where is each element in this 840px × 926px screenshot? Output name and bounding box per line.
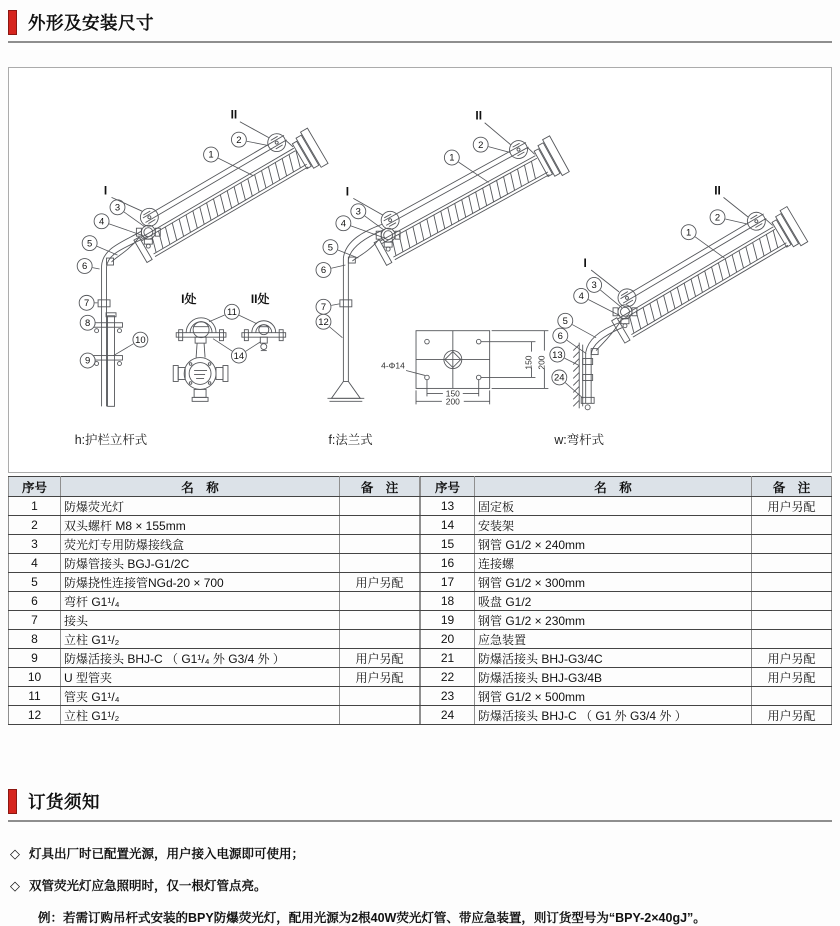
cell-no: 7 — [9, 611, 61, 630]
callout — [316, 299, 339, 314]
cell-no: 10 — [9, 668, 61, 687]
cell-note — [752, 630, 832, 649]
ordering-notes — [8, 844, 832, 926]
svg-text:3: 3 — [356, 206, 361, 217]
table-row — [421, 497, 832, 516]
parts-table-left — [8, 476, 420, 725]
lamp-assembly — [123, 118, 328, 268]
table-row — [421, 611, 832, 630]
caption-bent-rod: w:弯杆式 — [553, 432, 604, 447]
table-row — [421, 630, 832, 649]
table-row — [9, 554, 420, 573]
diagram-guardrail-pole-type — [77, 108, 328, 407]
junction-box — [136, 225, 160, 248]
callout — [316, 263, 345, 278]
cell-name: 防爆活接头 BHJ-C （ G1 外 G3/4 外 ） — [475, 706, 752, 725]
svg-text:9: 9 — [85, 356, 90, 367]
svg-text:6: 6 — [558, 331, 563, 342]
cell-name: 钢管 G1/2 × 230mm — [475, 611, 752, 630]
cell-name: 防爆荧光灯 — [61, 497, 340, 516]
cell-no: 19 — [421, 611, 475, 630]
callout — [552, 370, 583, 398]
cell-no: 15 — [421, 535, 475, 554]
diamond-bullet-icon: ◇ — [10, 878, 20, 893]
svg-text:4: 4 — [99, 216, 104, 227]
detail-label-i: I处 — [181, 291, 196, 306]
cell-no: 23 — [421, 687, 475, 706]
callout — [213, 339, 261, 363]
diamond-bullet-icon: ◇ — [10, 846, 20, 861]
cell-name: 荧光灯专用防爆接线盒 — [61, 535, 340, 554]
flange-plate-dimensions — [381, 355, 546, 406]
svg-text:II: II — [714, 183, 721, 197]
svg-text:I: I — [346, 184, 349, 198]
table-row — [421, 668, 832, 687]
cell-no: 13 — [421, 497, 475, 516]
table-row — [421, 516, 832, 535]
table-row — [9, 573, 420, 592]
cell-note — [752, 611, 832, 630]
parts-table-right — [420, 476, 832, 725]
section-header-ordering — [8, 789, 832, 822]
table-row — [421, 649, 832, 668]
flange-holes-note: 4-Φ14 — [381, 361, 405, 371]
cell-no: 21 — [421, 649, 475, 668]
cell-note — [752, 592, 832, 611]
table-row — [9, 630, 420, 649]
svg-text:6: 6 — [321, 265, 326, 276]
caption-flange: f:法兰式 — [328, 432, 372, 447]
callout — [710, 210, 748, 225]
detail-drawings — [173, 318, 285, 402]
table-row — [9, 687, 420, 706]
cell-no: 11 — [9, 687, 61, 706]
svg-text:5: 5 — [563, 316, 568, 327]
table-row — [421, 554, 832, 573]
table-row — [9, 497, 420, 516]
pole-structure — [327, 224, 548, 404]
cell-name: 安装架 — [475, 516, 752, 535]
cell-note: 用户另配 — [340, 573, 420, 592]
svg-text:6: 6 — [82, 261, 87, 272]
note-line — [10, 844, 832, 862]
callout — [80, 315, 95, 330]
cell-no: 8 — [9, 630, 61, 649]
cell-no: 12 — [9, 706, 61, 725]
svg-text:II: II — [475, 109, 482, 123]
cell-name: 双头螺杆 M8 × 155mm — [61, 516, 340, 535]
svg-text:7: 7 — [321, 302, 326, 313]
svg-text:4: 4 — [579, 291, 584, 302]
svg-text:150: 150 — [523, 355, 533, 369]
junction-box — [376, 228, 400, 251]
svg-text:1: 1 — [686, 227, 691, 238]
svg-text:3: 3 — [115, 202, 120, 213]
detail-label-ii: II处 — [251, 291, 270, 306]
cell-no: 18 — [421, 592, 475, 611]
ordering-example: 例：若需订购吊杆式安装的BPY防爆荧光灯，配用光源为2根40W荧光灯管、带应急装置，则订货型号为“BPY-2×40gJ”。 — [8, 908, 832, 926]
cell-note: 用户另配 — [752, 649, 832, 668]
svg-text:13: 13 — [552, 350, 563, 361]
diagram-panel — [8, 67, 832, 473]
cell-name: 防爆管接头 BGJ-G1/2C — [61, 554, 340, 573]
section-title-ordering: 订货须知 — [28, 789, 100, 814]
section-title-dimensions: 外形及安装尺寸 — [28, 10, 154, 35]
svg-text:14: 14 — [234, 351, 245, 362]
svg-text:5: 5 — [87, 238, 92, 249]
cell-name: 固定板 — [475, 497, 752, 516]
cell-note: 用户另配 — [340, 668, 420, 687]
cell-note — [340, 687, 420, 706]
cell-no: 4 — [9, 554, 61, 573]
note-line — [10, 876, 832, 894]
installation-diagrams — [9, 68, 831, 472]
cell-no: 1 — [9, 497, 61, 516]
cell-no: 16 — [421, 554, 475, 573]
callout — [114, 332, 148, 355]
cell-no: 24 — [421, 706, 475, 725]
cell-note — [340, 706, 420, 725]
pole-structure — [94, 231, 148, 406]
callout — [204, 147, 253, 175]
cell-name: 钢管 G1/2 × 300mm — [475, 573, 752, 592]
table-row — [421, 592, 832, 611]
callout — [80, 353, 95, 368]
cell-note — [340, 554, 420, 573]
header-row — [9, 477, 420, 497]
col-header-note: 备 注 — [752, 477, 832, 497]
callout — [79, 295, 97, 310]
col-header-note: 备 注 — [340, 477, 420, 497]
svg-text:11: 11 — [227, 307, 237, 318]
col-header-name: 名 称 — [475, 477, 752, 497]
cell-no: 9 — [9, 649, 61, 668]
cell-no: 20 — [421, 630, 475, 649]
lamp-assembly — [364, 125, 569, 270]
table-row — [421, 706, 832, 725]
col-header-no: 序号 — [421, 477, 475, 497]
cell-note — [340, 611, 420, 630]
cell-no: 17 — [421, 573, 475, 592]
red-accent-bar — [8, 789, 17, 814]
svg-text:10: 10 — [135, 335, 146, 346]
callout — [587, 277, 622, 307]
cell-note — [340, 535, 420, 554]
table-row — [421, 535, 832, 554]
svg-text:2: 2 — [478, 140, 483, 151]
cell-note — [340, 497, 420, 516]
cell-name: 防爆活接头 BHJ-G3/4B — [475, 668, 752, 687]
cell-note — [752, 554, 832, 573]
cell-note: 用户另配 — [752, 668, 832, 687]
cell-name: 接头 — [61, 611, 340, 630]
note-text: 双管荧光灯应急照明时，仅一根灯管点亮。 — [29, 879, 267, 893]
table-row — [421, 687, 832, 706]
svg-text:150: 150 — [446, 388, 460, 398]
svg-text:200: 200 — [536, 355, 546, 369]
table-row — [9, 611, 420, 630]
callout — [323, 240, 358, 258]
svg-text:II: II — [231, 108, 238, 122]
cell-note: 用户另配 — [340, 649, 420, 668]
cell-name: 钢管 G1/2 × 240mm — [475, 535, 752, 554]
cell-name: 管夹 G1¹/₄ — [61, 687, 340, 706]
col-header-no: 序号 — [9, 477, 61, 497]
table-row — [9, 535, 420, 554]
cell-no: 14 — [421, 516, 475, 535]
cell-note — [340, 630, 420, 649]
cell-no: 6 — [9, 592, 61, 611]
svg-text:1: 1 — [449, 153, 454, 164]
cell-name: 钢管 G1/2 × 500mm — [475, 687, 752, 706]
parts-table-left-body — [9, 497, 420, 725]
svg-text:12: 12 — [318, 317, 329, 328]
callout — [82, 236, 117, 255]
svg-text:7: 7 — [84, 298, 89, 309]
col-header-name: 名 称 — [61, 477, 340, 497]
cell-name: 连接螺 — [475, 554, 752, 573]
cell-note — [340, 592, 420, 611]
svg-text:3: 3 — [592, 280, 597, 291]
table-row — [9, 706, 420, 725]
svg-text:5: 5 — [328, 242, 333, 253]
section-ordering — [0, 789, 840, 926]
svg-text:2: 2 — [236, 135, 241, 146]
table-row — [9, 592, 420, 611]
parts-table-right-body — [421, 497, 832, 725]
svg-text:24: 24 — [554, 373, 565, 384]
cell-name: U 型管夹 — [61, 668, 340, 687]
clamp-detail-views — [173, 318, 285, 402]
cell-no: 3 — [9, 535, 61, 554]
table-row — [9, 516, 420, 535]
svg-text:4: 4 — [341, 218, 346, 229]
callout — [77, 259, 99, 274]
svg-text:2: 2 — [715, 212, 720, 223]
callout — [351, 204, 384, 230]
cell-no: 5 — [9, 573, 61, 592]
cell-note: 用户另配 — [752, 497, 832, 516]
cell-name: 立柱 G1¹/₂ — [61, 630, 340, 649]
svg-text:I: I — [104, 183, 107, 197]
cell-note — [752, 516, 832, 535]
cell-name: 防爆活接头 BHJ-C （ G1¹/₄ 外 G3/4 外 ） — [61, 649, 340, 668]
cell-name: 防爆活接头 BHJ-G3/4C — [475, 649, 752, 668]
junction-box — [613, 305, 637, 328]
cell-no: 2 — [9, 516, 61, 535]
section-header-dimensions — [8, 10, 832, 43]
cell-note: 用户另配 — [752, 706, 832, 725]
table-row — [421, 573, 832, 592]
cell-name: 防爆挠性连接管NGd-20 × 700 — [61, 573, 340, 592]
cell-note — [752, 687, 832, 706]
svg-text:8: 8 — [85, 318, 90, 329]
header-row — [421, 477, 832, 497]
svg-text:200: 200 — [446, 396, 460, 406]
svg-text:1: 1 — [208, 150, 213, 161]
parts-tables — [8, 476, 832, 725]
cell-note — [340, 516, 420, 535]
cell-no: 22 — [421, 668, 475, 687]
cell-note — [752, 535, 832, 554]
note-text: 灯具出厂时已配置光源，用户接入电源即可使用； — [29, 847, 304, 861]
cell-name: 弯杆 G1¹/₄ — [61, 592, 340, 611]
table-row — [9, 649, 420, 668]
cell-name: 吸盘 G1/2 — [475, 592, 752, 611]
lamp-assembly — [601, 196, 808, 348]
cell-name: 立柱 G1¹/₂ — [61, 706, 340, 725]
svg-text:I: I — [584, 256, 587, 270]
caption-guardrail-pole: h:护栏立杆式 — [75, 432, 147, 447]
cell-name: 应急装置 — [475, 630, 752, 649]
diagram-bent-rod-type — [550, 183, 808, 409]
table-row — [9, 668, 420, 687]
callout — [316, 314, 342, 337]
callout — [110, 200, 145, 227]
callout — [209, 304, 257, 323]
red-accent-bar — [8, 10, 17, 35]
cell-note — [752, 573, 832, 592]
